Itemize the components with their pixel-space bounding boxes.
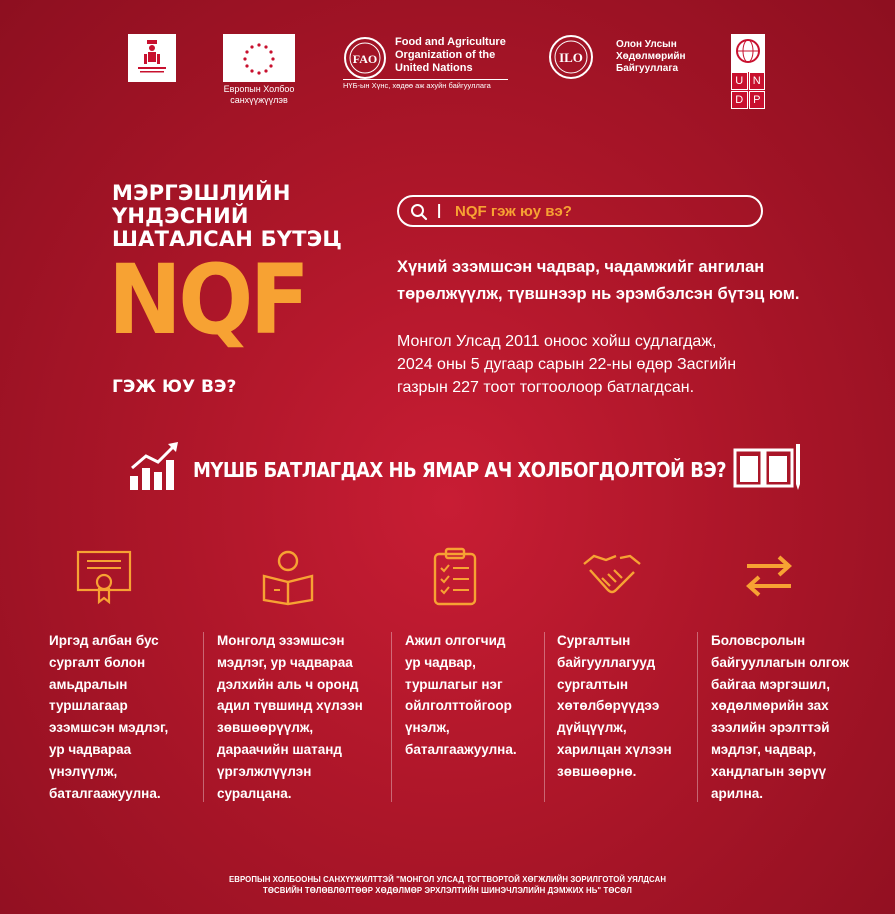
title-line: ҮНДЭСНИЙ bbox=[112, 204, 249, 228]
column-line: баталгаажуулна. bbox=[49, 785, 161, 801]
title-question: ГЭЖ ЮУ ВЭ? bbox=[112, 377, 237, 397]
growth-chart-icon bbox=[128, 440, 180, 492]
column-line: Сургалтын bbox=[557, 633, 631, 648]
title-line: ШАТАЛСАН БҮТЭЦ bbox=[112, 227, 342, 251]
exchange-arrows-icon bbox=[741, 554, 797, 598]
column-text bbox=[557, 630, 697, 783]
column-line: үргэлжлүүлэн bbox=[217, 763, 312, 779]
column-text bbox=[49, 630, 199, 804]
column-line: дүйцүүлж, bbox=[557, 720, 627, 736]
column-line: дараачийн шатанд bbox=[217, 741, 342, 757]
column-line: арилна. bbox=[711, 785, 764, 801]
checklist-icon bbox=[432, 546, 478, 606]
column-line: үнэлж, bbox=[405, 720, 450, 736]
search-icon bbox=[410, 203, 428, 221]
column-divider bbox=[697, 632, 698, 802]
column-line: мэдлэг, чадвар, bbox=[711, 741, 817, 757]
definition-line: төрөлжүүлж, түвшнээр нь эрэмбэлсэн бүтэц юм. bbox=[397, 285, 800, 303]
book-pen-icon bbox=[732, 440, 802, 492]
fao-badge-text: FAO bbox=[352, 52, 378, 66]
column-line: харилцан хүлээн bbox=[557, 741, 672, 757]
column-text bbox=[711, 630, 881, 804]
undp-letter: U bbox=[731, 72, 748, 90]
title-line: МЭРГЭШЛИЙН bbox=[112, 181, 291, 205]
ilo-line: Байгууллага bbox=[616, 63, 679, 74]
column-line: зөвшөөрнө. bbox=[557, 763, 637, 779]
mongolia-government-logo bbox=[128, 34, 176, 82]
title-block bbox=[112, 183, 352, 250]
history-text bbox=[397, 330, 817, 399]
undp-letter: D bbox=[731, 91, 748, 109]
column-line: туршлагаар bbox=[49, 698, 128, 714]
column-line: байгууллагын олгож bbox=[711, 654, 849, 670]
search-query: NQF гэж юу вэ? bbox=[455, 203, 572, 220]
column-line: хөтөлбөрүүдээ bbox=[557, 698, 660, 714]
reader-icon bbox=[260, 548, 316, 606]
column-text bbox=[405, 630, 545, 761]
column-divider bbox=[544, 632, 545, 802]
ilo-logo bbox=[548, 34, 688, 84]
column-line: баталгаажуулна. bbox=[405, 741, 517, 757]
section-heading: МҮШБ БАТЛАГДАХ НЬ ЯМАР АЧ ХОЛБОГДОЛТОЙ ВЭ? bbox=[193, 458, 727, 482]
column-line: амьдралын bbox=[49, 676, 128, 692]
undp-logo bbox=[731, 34, 765, 106]
history-line: Монгол Улсад 2011 оноос хойш судлагдаж, bbox=[397, 333, 717, 350]
column-line: мэдлэг, ур чадвараа bbox=[217, 654, 353, 670]
certificate-icon bbox=[74, 548, 134, 606]
column-line: ур чадвараа bbox=[49, 741, 132, 757]
eu-logo bbox=[223, 34, 295, 82]
nqf-acronym: NQF bbox=[108, 244, 307, 356]
search-divider: | bbox=[437, 202, 442, 219]
column-line: байгаа мэргэшил, bbox=[711, 676, 831, 692]
column-line: эзэмшсэн мэдлэг, bbox=[49, 720, 169, 736]
footer-note bbox=[60, 874, 835, 896]
column-line: Монголд эзэмшсэн bbox=[217, 633, 345, 648]
column-line: зээлийн эрэлттэй bbox=[711, 720, 830, 736]
footer-line: ЕВРОПЫН ХОЛБООНЫ САНХҮҮЖИЛТТЭЙ "МОНГОЛ УЛСАД ТОГТВОРТОЙ ХӨГЖЛИЙН ЗОРИЛГОТОЙ УЯЛДСАН bbox=[228, 875, 667, 884]
fao-line: United Nations bbox=[395, 62, 473, 74]
footer-line: ТӨСВИЙН ТӨЛӨВЛӨЛТӨӨР ХӨДӨЛМӨР ЭРХЛЭЛТИЙН ШИНЭЧЛЭЛИЙН ДЭМЖИХ НЬ" ТӨСӨЛ bbox=[263, 886, 632, 895]
undp-letter: N bbox=[749, 72, 766, 90]
column-line: Ажил олгогчид bbox=[405, 633, 506, 648]
ilo-badge-text: ILO bbox=[559, 50, 583, 65]
column-line: сургалт болон bbox=[49, 654, 146, 670]
column-line: хандлагын зөрүү bbox=[711, 763, 827, 779]
eu-caption: Европын Холбоо санхүүжүүлэв bbox=[223, 84, 295, 105]
search-bar[interactable] bbox=[397, 195, 763, 227]
handshake-icon bbox=[582, 550, 642, 600]
column-line: ур чадвар, bbox=[405, 654, 476, 670]
column-line: хөдөлмөрийн зах bbox=[711, 698, 829, 714]
history-line: газрын 227 тоот тогтоолоор батлагдсан. bbox=[397, 379, 695, 396]
column-line: адил түвшинд хүлээн bbox=[217, 698, 363, 714]
definition-line: Хүний эзэмшсэн чадвар, чадамжийг ангилан bbox=[397, 258, 765, 276]
column-line: ойлголттойгоор bbox=[405, 698, 512, 714]
column-line: Иргэд албан бус bbox=[49, 633, 159, 648]
column-line: Боловсролын bbox=[711, 633, 806, 648]
column-line: сургалтын bbox=[557, 676, 629, 692]
column-line: үнэлүүлж, bbox=[49, 763, 118, 779]
undp-letter: P bbox=[749, 91, 766, 109]
ilo-line: Олон Улсын bbox=[616, 39, 677, 50]
fao-line: Food and Agriculture bbox=[395, 36, 506, 48]
fao-line: Organization of the bbox=[395, 49, 496, 61]
definition-text bbox=[397, 254, 817, 308]
column-line: байгууллагууд bbox=[557, 654, 656, 670]
column-line: туршлагыг нэг bbox=[405, 676, 503, 692]
fao-logo bbox=[343, 34, 508, 94]
column-divider bbox=[203, 632, 204, 802]
history-line: 2024 оны 5 дугаар сарын 22-ны өдөр Засгийн bbox=[397, 356, 737, 373]
ilo-line: Хөдөлмөрийн bbox=[616, 51, 686, 62]
fao-subtitle: НҮБ-ын Хүнс, хөдөө аж ахуйн байгууллага bbox=[343, 81, 491, 90]
column-line: дэлхийн аль ч оронд bbox=[217, 676, 359, 692]
column-line: суралцана. bbox=[217, 785, 292, 801]
column-divider bbox=[391, 632, 392, 802]
column-text bbox=[217, 630, 387, 804]
column-line: зөвшөөрүүлж, bbox=[217, 720, 314, 736]
